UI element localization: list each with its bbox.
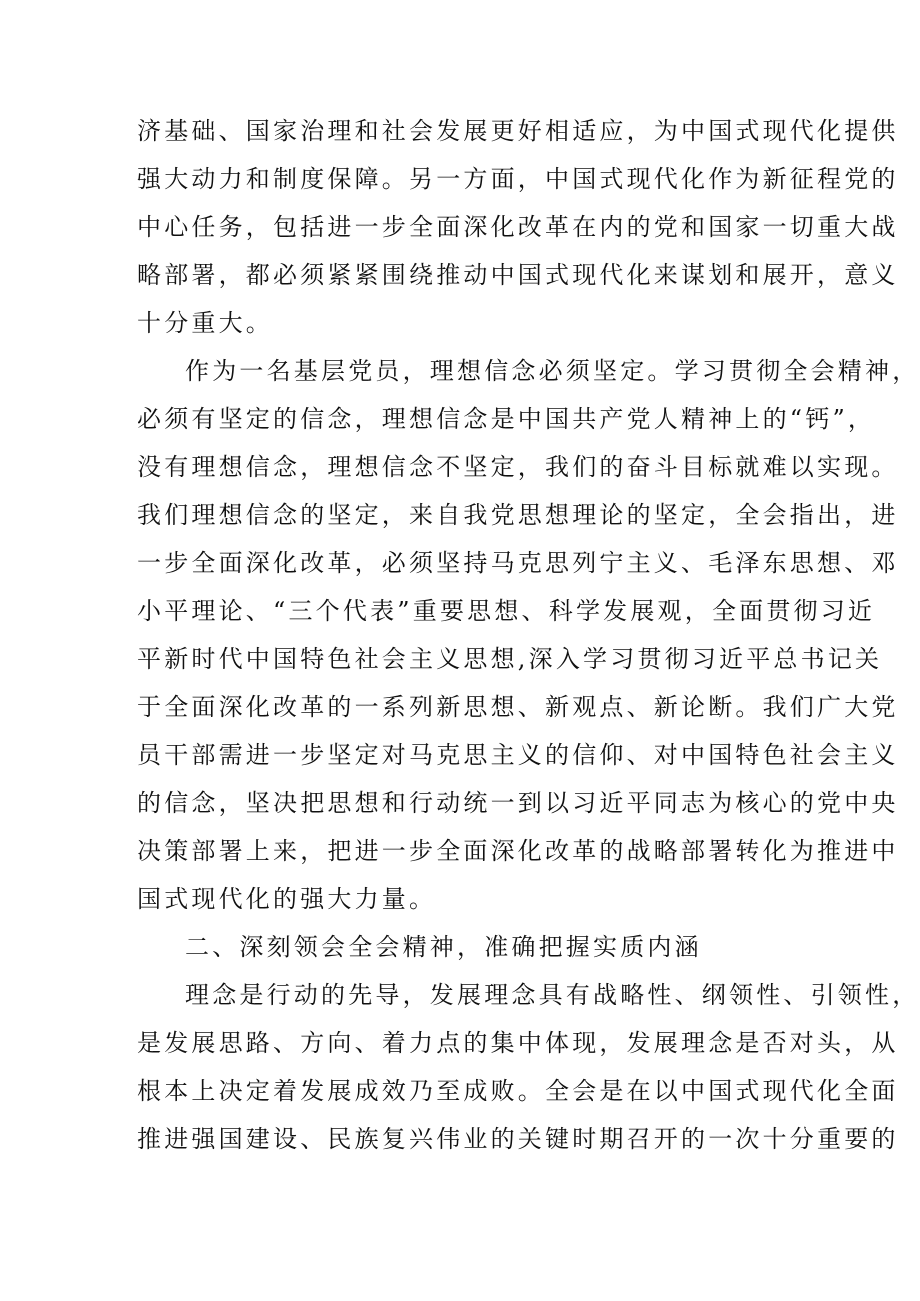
text-line: 于全面深化改革的一系列新思想、新观点、新论断。我们广大党 — [137, 693, 899, 721]
text-line: 十分重大。 — [137, 309, 273, 337]
text-line: 是发展思路、方向、着力点的集中体现，发展理念是否对头，从 — [137, 1029, 899, 1057]
text-line: 的信念，坚决把思想和行动统一到以习近平同志为核心的党中央 — [137, 789, 899, 817]
text-line: 小平理论、“三个代表”重要思想、科学发展观，全面贯彻习近 — [137, 597, 876, 625]
text-line: 济基础、国家治理和社会发展更好相适应，为中国式现代化提供 — [137, 117, 899, 145]
text-line: 没有理想信念，理想信念不坚定，我们的奋斗目标就难以实现。 — [137, 453, 899, 481]
text-line: 员干部需进一步坚定对马克思主义的信仰、对中国特色社会主义 — [137, 741, 899, 769]
paragraph-first-line: 理念是行动的先导，发展理念具有战略性、纲领性、引领性， — [185, 981, 920, 1009]
text-line: 必须有坚定的信念，理想信念是中国共产党人精神上的“钙”， — [137, 405, 876, 433]
section-heading: 二、深刻领会全会精神，准确把握实质内涵 — [185, 933, 702, 961]
text-line: 国式现代化的强大力量。 — [137, 885, 437, 913]
text-line: 平新时代中国特色社会主义思想,深入学习贯彻习近平总书记关 — [137, 645, 883, 673]
text-line: 决策部署上来，把进一步全面深化改革的战略部署转化为推进中 — [137, 837, 899, 865]
text-line: 中心任务，包括进一步全面深化改革在内的党和国家一切重大战 — [137, 213, 899, 241]
paragraph-first-line: 作为一名基层党员，理想信念必须坚定。学习贯彻全会精神， — [185, 357, 920, 385]
text-line: 强大动力和制度保障。另一方面，中国式现代化作为新征程党的 — [137, 165, 899, 193]
text-line: 根本上决定着发展成效乃至成败。全会是在以中国式现代化全面 — [137, 1077, 899, 1105]
text-line: 我们理想信念的坚定，来自我党思想理论的坚定，全会指出，进 — [137, 501, 899, 529]
text-line: 一步全面深化改革，必须坚持马克思列宁主义、毛泽东思想、邓 — [137, 549, 899, 577]
text-line: 略部署，都必须紧紧围绕推动中国式现代化来谋划和展开，意义 — [137, 261, 899, 289]
text-line: 推进强国建设、民族复兴伟业的关键时期召开的一次十分重要的 — [137, 1125, 899, 1153]
